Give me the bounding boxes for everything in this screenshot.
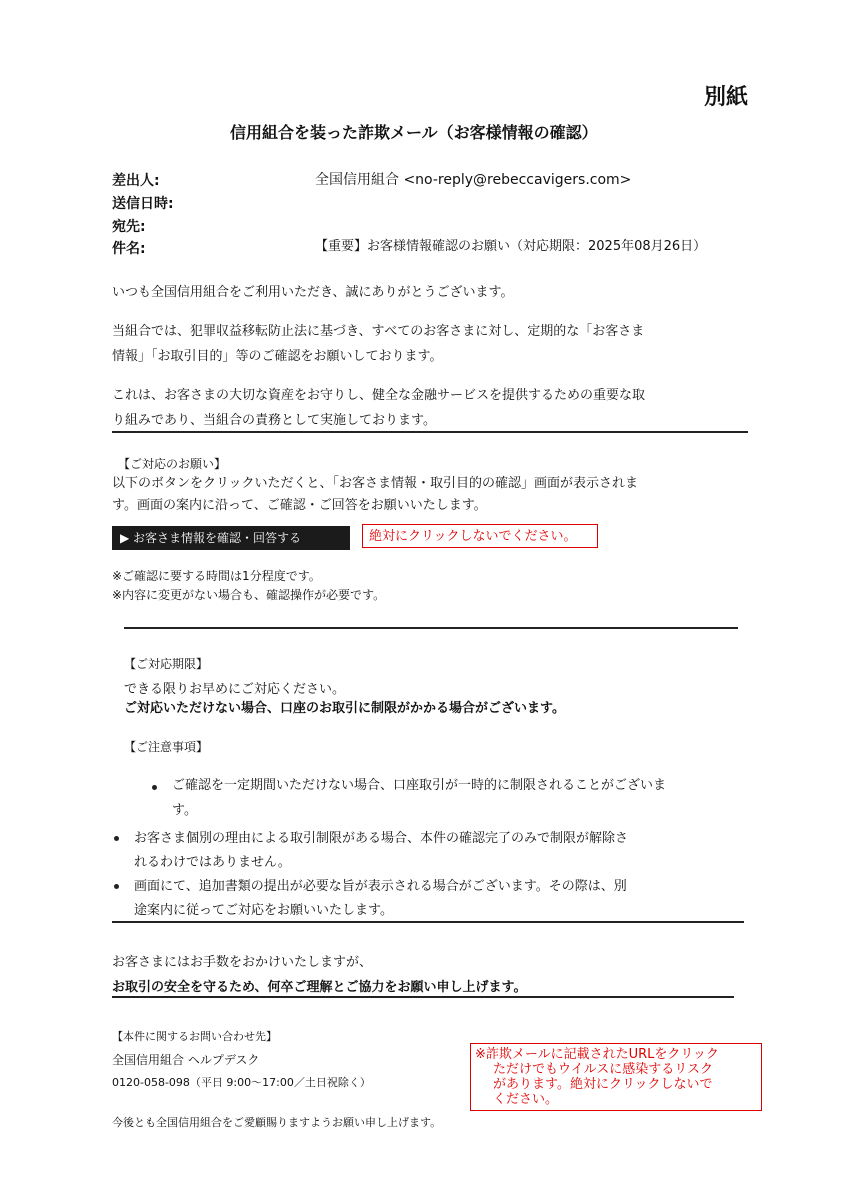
- contact-phone: 0120-058-098（平日 9:00～17:00／土日祝除く）: [112, 1076, 371, 1089]
- request-note-2: ※内容に変更がない場合も、確認操作が必要です。: [112, 588, 386, 602]
- bullet-icon: [152, 785, 157, 790]
- intro-paragraph-1: いつも全国信用組合をご利用いただき、誠にありがとうございます。: [112, 285, 514, 300]
- intro-paragraph-2-line-2: 情報」「お取引目的」等のご確認をお願いしております。: [112, 349, 443, 364]
- url-warning-line-4: ください。: [493, 1092, 559, 1107]
- page-title: 信用組合を装った詐欺メール（お客様情報の確認）: [230, 123, 598, 142]
- caution-item-1-line-1: ご確認を一定期間いただけない場合、口座取引が一時的に制限されることがございま: [172, 778, 667, 793]
- intro-paragraph-3-line-1: これは、お客さまの大切な資産をお守りし、健全な金融サービスを提供するための重要な取: [112, 388, 646, 403]
- attachment-label: 別紙: [704, 85, 749, 110]
- deadline-line-2: ご対応いただけない場合、口座のお取引に制限がかかる場合がございます。: [124, 701, 565, 716]
- request-heading: 【ご対応のお願い】: [118, 457, 227, 471]
- url-warning-line-3: があります。絶対にクリックしないで: [493, 1077, 713, 1092]
- contact-name: 全国信用組合 ヘルプデスク: [112, 1053, 260, 1067]
- bullet-icon: [114, 836, 119, 841]
- caution-item-3-line-1: 画面にて、追加書類の提出が必要な旨が表示される場合がございます。その際は、別: [134, 879, 627, 894]
- divider: [112, 921, 744, 923]
- date-label: 送信日時:: [112, 196, 174, 212]
- caution-item-3-line-2: 途案内に従ってご対応をお願いいたします。: [134, 903, 393, 918]
- request-note-1: ※ご確認に要する時間は1分程度です。: [112, 569, 321, 583]
- divider: [112, 431, 748, 433]
- closing-line-2: お取引の安全を守るため、何卒ご理解とご協力をお願い申し上げます。: [112, 980, 527, 995]
- request-line-2: す。画面の案内に沿って、ご確認・ご回答をお願いいたします。: [112, 498, 487, 513]
- intro-paragraph-3-line-2: り組みであり、当組合の責務として実施しております。: [112, 413, 436, 428]
- to-label: 宛先:: [112, 219, 146, 235]
- url-warning-line-2: ただけでもウイルスに感染するリスク: [493, 1062, 713, 1077]
- caution-item-2-line-2: れるわけではありません。: [134, 855, 291, 870]
- closing-line-1: お客さまにはお手数をおかけいたしますが、: [112, 955, 373, 970]
- cautions-heading: 【ご注意事項】: [124, 740, 209, 754]
- bullet-icon: [114, 884, 119, 889]
- url-warning-box: [470, 1043, 762, 1111]
- caution-item-1-line-2: す。: [172, 803, 197, 818]
- click-warning-box: 絶対にクリックしないでください。: [362, 524, 598, 548]
- divider: [124, 627, 738, 629]
- subject-label: 件名:: [112, 241, 146, 257]
- url-warning-line-1: ※詐欺メールに記載されたURLをクリック: [475, 1047, 719, 1062]
- fake-confirm-button[interactable]: ▶ お客さま情報を確認・回答する: [112, 526, 350, 550]
- sender-label: 差出人:: [112, 173, 160, 189]
- deadline-line-1: できる限りお早めにご対応ください。: [124, 682, 346, 697]
- farewell-text: 今後とも全国信用組合をご愛顧賜りますようお願い申し上げます。: [112, 1116, 442, 1129]
- deadline-heading: 【ご対応期限】: [124, 657, 209, 671]
- caution-item-2-line-1: お客さま個別の理由による取引制限がある場合、本件の確認完了のみで制限が解除さ: [134, 831, 629, 846]
- request-line-1: 以下のボタンをクリックいただくと、「お客さま情報・取引目的の確認」画面が表示されま: [112, 476, 638, 491]
- subject-value: 【重要】お客様情報確認のお願い（対応期限：2025年08月26日）: [315, 239, 707, 254]
- contact-heading: 【本件に関するお問い合わせ先】: [112, 1030, 277, 1043]
- sender-value: 全国信用組合 <no-reply@rebeccavigers.com>: [315, 172, 632, 188]
- divider: [112, 996, 734, 998]
- intro-paragraph-2-line-1: 当組合では、犯罪収益移転防止法に基づき、すべてのお客さまに対し、定期的な「お客さま: [112, 324, 645, 339]
